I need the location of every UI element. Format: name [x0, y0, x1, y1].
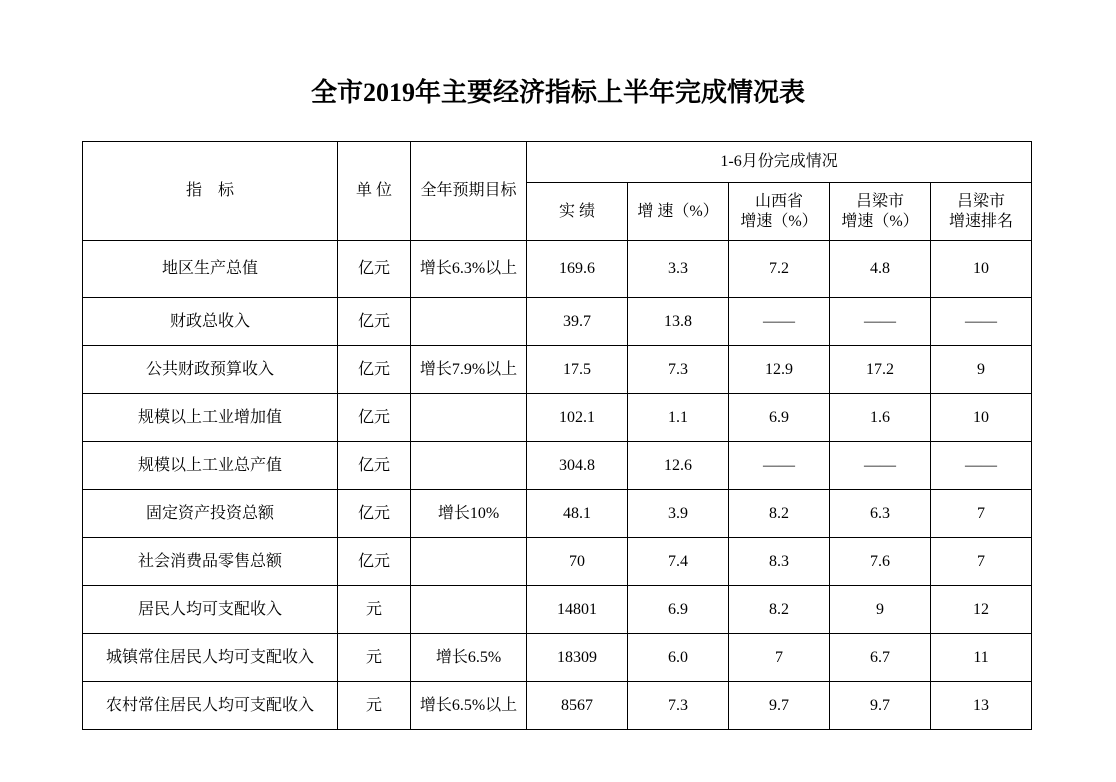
- growth-cell: 7.4: [628, 538, 729, 586]
- shanxi-growth-cell: 12.9: [729, 346, 830, 394]
- shanxi-growth-cell: 8.3: [729, 538, 830, 586]
- table-row: [83, 490, 1032, 538]
- lvliang-growth-cell: ——: [830, 442, 931, 490]
- shanxi-growth-cell: ——: [729, 298, 830, 346]
- actual-cell: 102.1: [527, 394, 628, 442]
- table-row: [83, 241, 1032, 298]
- lvliang-growth-cell: 7.6: [830, 538, 931, 586]
- indicator-cell: 固定资产投资总额: [83, 490, 338, 538]
- table-row: [83, 586, 1032, 634]
- lvliang-rank-cell: 10: [931, 394, 1032, 442]
- lvliang-rank-cell: 10: [931, 241, 1032, 298]
- lvliang-rank-cell: 7: [931, 490, 1032, 538]
- actual-cell: 169.6: [527, 241, 628, 298]
- unit-cell: 亿元: [338, 490, 411, 538]
- indicator-cell: 社会消费品零售总额: [83, 538, 338, 586]
- table-row: [83, 298, 1032, 346]
- header-lvliang-rank-line2: 增速排名: [949, 212, 1014, 230]
- unit-cell: 亿元: [338, 394, 411, 442]
- actual-cell: 8567: [527, 682, 628, 730]
- table-row: [83, 634, 1032, 682]
- header-annual-target: 全年预期目标: [411, 142, 527, 241]
- growth-cell: 13.8: [628, 298, 729, 346]
- growth-cell: 7.3: [628, 346, 729, 394]
- unit-cell: 亿元: [338, 241, 411, 298]
- target-cell: [411, 394, 527, 442]
- header-unit: 单 位: [338, 142, 411, 241]
- shanxi-growth-cell: 6.9: [729, 394, 830, 442]
- indicator-cell: 地区生产总值: [83, 241, 338, 298]
- header-lvliang-rank: [931, 183, 1032, 241]
- header-shanxi-growth-line2: 增速（%）: [740, 212, 818, 230]
- indicator-cell: 财政总收入: [83, 298, 338, 346]
- actual-cell: 18309: [527, 634, 628, 682]
- lvliang-rank-cell: 11: [931, 634, 1032, 682]
- document-title: 全市2019年主要经济指标上半年完成情况表: [310, 78, 805, 107]
- unit-cell: 元: [338, 682, 411, 730]
- unit-cell: 亿元: [338, 538, 411, 586]
- target-cell: [411, 586, 527, 634]
- lvliang-growth-cell: 9: [830, 586, 931, 634]
- lvliang-growth-cell: 4.8: [830, 241, 931, 298]
- unit-cell: 元: [338, 586, 411, 634]
- target-cell: [411, 538, 527, 586]
- table-row: [83, 442, 1032, 490]
- shanxi-growth-cell: ——: [729, 442, 830, 490]
- header-row: [83, 142, 1032, 183]
- actual-cell: 17.5: [527, 346, 628, 394]
- growth-cell: 7.3: [628, 682, 729, 730]
- shanxi-growth-cell: 8.2: [729, 490, 830, 538]
- growth-cell: 1.1: [628, 394, 729, 442]
- shanxi-growth-cell: 8.2: [729, 586, 830, 634]
- table-row: [83, 682, 1032, 730]
- header-actual: 实 绩: [527, 183, 628, 241]
- unit-cell: 亿元: [338, 442, 411, 490]
- actual-cell: 304.8: [527, 442, 628, 490]
- target-cell: 增长6.5%: [411, 634, 527, 682]
- unit-cell: 元: [338, 634, 411, 682]
- lvliang-growth-cell: 1.6: [830, 394, 931, 442]
- header-lvliang-rank-line1: 吕梁市: [957, 192, 1006, 210]
- lvliang-growth-cell: 9.7: [830, 682, 931, 730]
- lvliang-growth-cell: ——: [830, 298, 931, 346]
- header-indicator: 指 标: [83, 142, 338, 241]
- indicator-cell: 规模以上工业增加值: [83, 394, 338, 442]
- lvliang-rank-cell: 12: [931, 586, 1032, 634]
- shanxi-growth-cell: 9.7: [729, 682, 830, 730]
- target-cell: 增长7.9%以上: [411, 346, 527, 394]
- header-lvliang-growth: [830, 183, 931, 241]
- indicator-table: [82, 141, 1032, 730]
- shanxi-growth-cell: 7: [729, 634, 830, 682]
- growth-cell: 6.9: [628, 586, 729, 634]
- indicator-cell: 规模以上工业总产值: [83, 442, 338, 490]
- growth-cell: 6.0: [628, 634, 729, 682]
- unit-cell: 亿元: [338, 298, 411, 346]
- lvliang-growth-cell: 17.2: [830, 346, 931, 394]
- target-cell: [411, 298, 527, 346]
- table-row: [83, 346, 1032, 394]
- lvliang-growth-cell: 6.3: [830, 490, 931, 538]
- indicator-cell: 居民人均可支配收入: [83, 586, 338, 634]
- shanxi-growth-cell: 7.2: [729, 241, 830, 298]
- unit-cell: 亿元: [338, 346, 411, 394]
- target-cell: 增长6.5%以上: [411, 682, 527, 730]
- target-cell: 增长10%: [411, 490, 527, 538]
- header-lvliang-growth-line1: 吕梁市: [855, 192, 904, 210]
- lvliang-rank-cell: ——: [931, 298, 1032, 346]
- actual-cell: 48.1: [527, 490, 628, 538]
- lvliang-rank-cell: ——: [931, 442, 1032, 490]
- growth-cell: 3.9: [628, 490, 729, 538]
- target-cell: [411, 442, 527, 490]
- actual-cell: 14801: [527, 586, 628, 634]
- lvliang-rank-cell: 13: [931, 682, 1032, 730]
- growth-cell: 12.6: [628, 442, 729, 490]
- header-group-h1-completion: 1-6月份完成情况: [527, 142, 1032, 183]
- indicator-cell: 农村常住居民人均可支配收入: [83, 682, 338, 730]
- indicator-cell: 城镇常住居民人均可支配收入: [83, 634, 338, 682]
- indicator-cell: 公共财政预算收入: [83, 346, 338, 394]
- actual-cell: 39.7: [527, 298, 628, 346]
- header-shanxi-growth: [729, 183, 830, 241]
- table-row: [83, 394, 1032, 442]
- lvliang-rank-cell: 7: [931, 538, 1032, 586]
- header-shanxi-growth-line1: 山西省: [754, 192, 803, 210]
- header-growth: 增 速（%）: [628, 183, 729, 241]
- lvliang-rank-cell: 9: [931, 346, 1032, 394]
- table-row: [83, 538, 1032, 586]
- growth-cell: 3.3: [628, 241, 729, 298]
- actual-cell: 70: [527, 538, 628, 586]
- header-lvliang-growth-line2: 增速（%）: [841, 212, 919, 230]
- lvliang-growth-cell: 6.7: [830, 634, 931, 682]
- target-cell: 增长6.3%以上: [411, 241, 527, 298]
